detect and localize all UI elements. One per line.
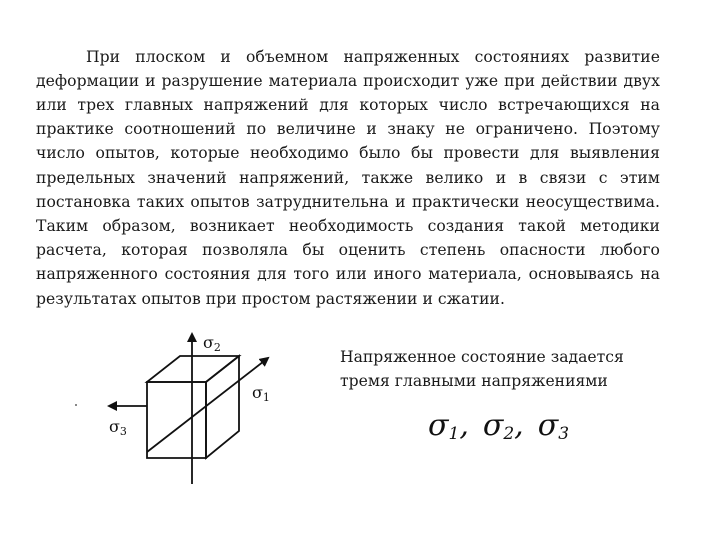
cube-right-face [206, 356, 239, 458]
formula-sigma-2: $\sigma_2$ [482, 408, 515, 444]
sigma1-arrow [147, 358, 268, 452]
body-paragraph: При плоском и объемном напряженных состояниях развитие деформации и разрушение материала происходит уже при действии двух или трех главных напряжений для которых число встречающихся на практике соотношений по величине и знаку не ограничено. Поэтому число опытов, которые необходимо было бы провести для выявления предельных значений напряжений, также велико и в связи с этим постановка таких опытов затруднительна и практически неосуществима. Таким образом, возникает необходимость создания такой методики расчета, которая позволяла бы оценить степень опасности любого напряженного состояния для того или иного материала, основываясь на результатах опытов при простом растяжении и сжатии. [36, 47, 660, 308]
sigma3-label: σ3 [109, 417, 127, 438]
cube [147, 356, 239, 458]
sigma1-label: σ1 [252, 383, 270, 404]
principal-stresses-formula [428, 408, 569, 444]
formula-separator-1: , [459, 408, 469, 443]
stray-dot [75, 404, 77, 406]
cube-top-face [147, 356, 239, 382]
sigma2-label: σ2 [203, 333, 221, 354]
formula-sigma-1: $\sigma_1$ [428, 408, 460, 444]
formula-separator-2: , [514, 408, 524, 443]
formula-sigma-3: $\sigma_3$ [537, 408, 570, 444]
caption-text: Напряженное состояние задается тремя главными напряжениями [340, 348, 624, 390]
cube-front-face [147, 382, 206, 458]
